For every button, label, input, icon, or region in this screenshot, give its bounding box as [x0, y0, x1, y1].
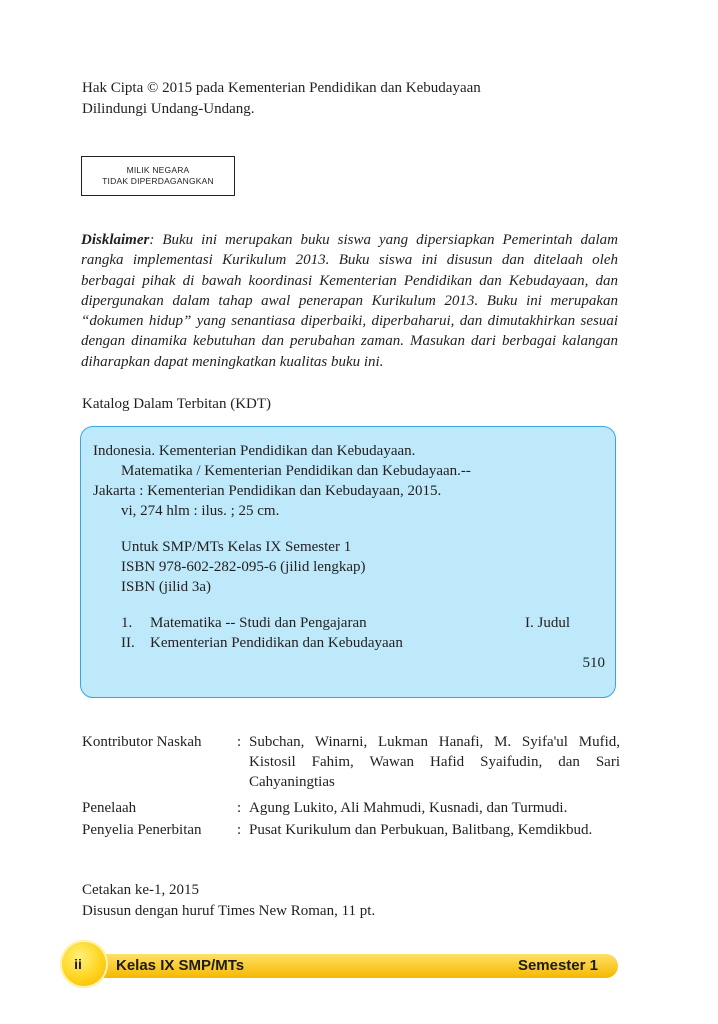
kdt-subject-1-number: 1.	[121, 615, 133, 631]
state-property-stamp	[81, 156, 235, 196]
kdt-title: Katalog Dalam Terbitan (KDT)	[82, 396, 272, 412]
kdt-isbn-volume: ISBN (jilid 3a)	[121, 579, 211, 595]
kdt-class-number: 510	[582, 655, 605, 671]
print-info-block	[82, 880, 375, 922]
credit-colon: :	[237, 800, 242, 816]
footer-bar	[80, 954, 618, 978]
kdt-line-1: Indonesia. Kementerian Pendidikan dan Kebudayaan.	[93, 443, 416, 459]
kdt-line-2: Matematika / Kementerian Pendidikan dan Kebudayaan.--	[121, 463, 471, 479]
page-number: ii	[74, 956, 82, 972]
credit-value: Pusat Kurikulum dan Perbukuan, Balitbang, Kemdikbud.	[249, 822, 593, 838]
credit-row-reviewers	[82, 798, 620, 818]
credit-row-contributors	[82, 732, 620, 792]
edition-line: Cetakan ke-1, 2015	[82, 882, 200, 898]
kdt-subject-1: Matematika -- Studi dan Pengajaran	[150, 615, 367, 631]
credit-value: Subchan, Winarni, Lukman Hanafi, M. Syifa'ul Mufid, Kistosil Fahim, Wawan Hafid Syaifudin, dan Sari Cahyaningtias	[249, 734, 620, 790]
credit-row-publishing-supervisor	[82, 820, 620, 840]
protected-by-law-line: Dilindungi Undang-Undang.	[82, 101, 255, 117]
page-number-badge	[60, 940, 108, 988]
copyright-line: Hak Cipta © 2015 pada Kementerian Pendidikan dan Kebudayaan	[82, 80, 481, 96]
kdt-catalog-box	[80, 426, 616, 698]
kdt-line-3: Jakarta : Kementerian Pendidikan dan Kebudayaan, 2015.	[93, 483, 442, 499]
stamp-line-1: MILIK NEGARA	[126, 165, 190, 175]
credit-value: Agung Lukito, Ali Mahmudi, Kusnadi, dan Turmudi.	[249, 800, 568, 816]
copyright-block	[82, 78, 481, 120]
font-note-line: Disusun dengan huruf Times New Roman, 11 pt.	[82, 903, 376, 919]
credit-colon: :	[237, 822, 242, 838]
kdt-isbn-complete: ISBN 978-602-282-095-6 (jilid lengkap)	[121, 559, 366, 575]
footer-semester-label: Semester 1	[517, 957, 598, 974]
footer-class-label: Kelas IX SMP/MTs	[116, 957, 245, 974]
credit-colon: :	[237, 734, 242, 750]
kdt-line-5: Untuk SMP/MTs Kelas IX Semester 1	[121, 539, 352, 555]
kdt-subject-2: Kementerian Pendidikan dan Kebudayaan	[150, 635, 403, 651]
kdt-title-entry: I. Judul	[525, 615, 570, 631]
stamp-line-2: TIDAK DIPERDAGANGKAN	[102, 176, 214, 186]
credits-block	[82, 732, 620, 846]
disclaimer-paragraph	[81, 230, 618, 372]
credit-label: Penelaah	[82, 800, 137, 816]
credit-label: Kontributor Naskah	[82, 734, 202, 750]
kdt-subject-2-number: II.	[121, 635, 135, 651]
disclaimer-text: : Buku ini merupakan buku siswa yang dipersiapkan Pemerintah dalam rangka implementasi Kurikulum 2013. Buku siswa ini disusun dan ditelaah oleh berbagai pihak di bawah koordinasi Kementerian Pendidikan dan Kebudayaan, dan dipergunakan dalam tahap awal penerapan Kurikulum 2013. Buku ini merupakan “dokumen hidup” yang senantiasa diperbaiki, diperbaharui, dan dimutakhirkan sesuai dengan dinamika kebutuhan dan perubahan zaman. Masukan dari berbagai kalangan diharapkan dapat meningkatkan kualitas buku ini.	[81, 232, 618, 370]
credit-label: Penyelia Penerbitan	[82, 822, 202, 838]
disclaimer-label: Disklaimer	[81, 232, 150, 248]
kdt-line-4: vi, 274 hlm : ilus. ; 25 cm.	[121, 503, 280, 519]
